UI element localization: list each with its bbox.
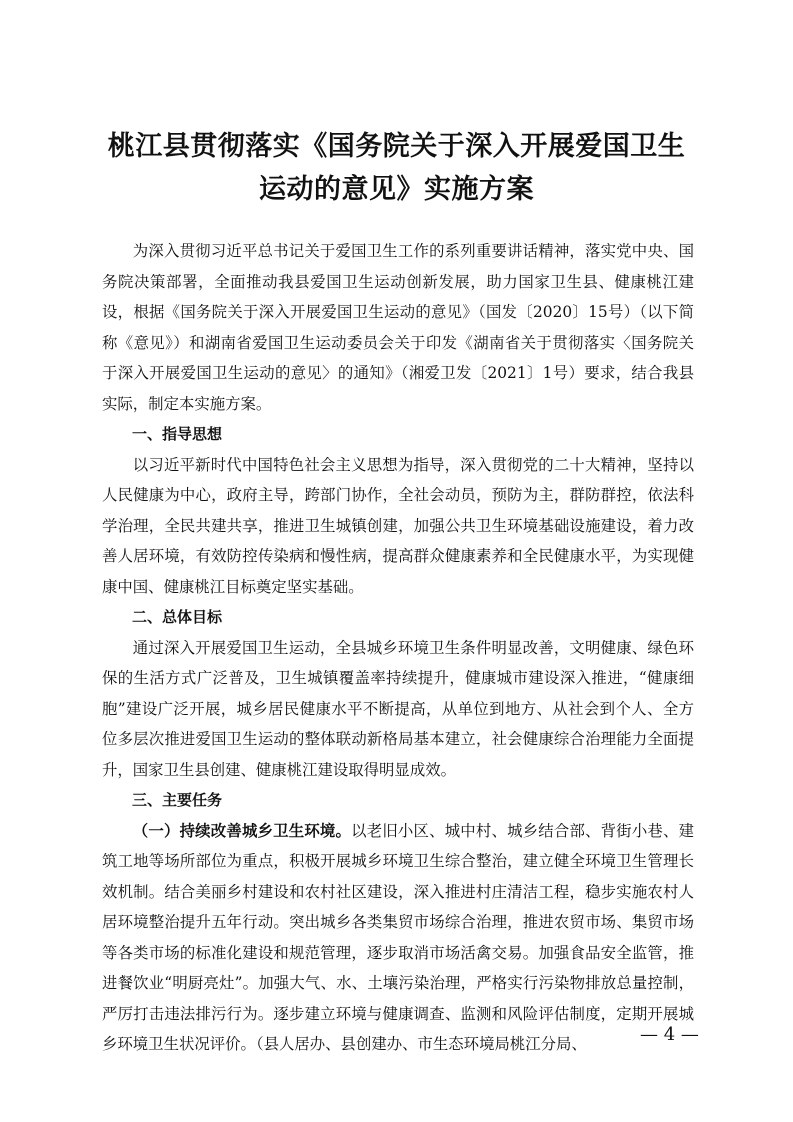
- document-title-line-1: 桃江县贯彻落实《国务院关于深入开展爱国卫生: [107, 131, 686, 162]
- section-1-paragraph: 以习近平新时代中国特色社会主义思想为指导，深入贯彻党的二十大精神，坚持以人民健康为中心，政府主导，跨部门协作，全社会动员，预防为主，群防群控，依法科学治理，全民共建共享，推进卫生城镇创建，加强公共卫生环境基础设施建设，着力改善人居环境，有效防控传染病和慢性病，提高群众健康素养和全民健康水平，为实现健康中国、健康桃江目标奠定坚实基础。: [102, 455, 694, 596]
- intro-paragraph: 为深入贯彻习近平总书记关于爱国卫生工作的系列重要讲话精神，落实党中央、国务院决策部署，全面推动我县爱国卫生运动创新发展，助力国家卫生县、健康桃江建设，根据《国务院关于深入开展爱国卫生运动的意见》（国发〔2020〕15号）（以下简称《意见》）和湖南省爱国卫生运动委员会关于印发《湖南省关于贯彻落实〈国务院关于深入开展爱国卫生运动的意见〉的通知》（湘爱卫发〔2021〕1号）要求，结合我县实际，制定本实施方案。: [102, 242, 694, 413]
- task-1-text: 以老旧小区、城中村、城乡结合部、背街小巷、建筑工地等场所部位为重点，积极开展城乡环境卫生综合整治，建立健全环境卫生管理长效机制。结合美丽乡村建设和农村社区建设，深入推进村庄清洁工程，稳步实施农村人居环境整治提升五年行动。突出城乡各类集贸市场综合治理，推进农贸市场、集贸市场等各类市场的标准化建设和规范管理，逐步取消市场活禽交易。加强食品安全监管，推进餐饮业“明厨亮灶”。加强大气、水、土壤污染治理，严格实行污染物排放总量控制，严厉打击违法排污行为。逐步建立环境与健康调查、监测和风险评估制度，定期开展城乡环境卫生状况评价。（县人居办、县创建办、市生态环境局桃江分局、: [102, 821, 694, 1053]
- section-2-paragraph: 通过深入开展爱国卫生运动，全县城乡环境卫生条件明显改善，文明健康、绿色环保的生活方式广泛普及，卫生城镇覆盖率持续提升，健康城市建设深入推进，“健康细胞”建设广泛开展，城乡居民健康水平不断提高，从单位到地方、从社会到个人、全方位多层次推进爱国卫生运动的整体联动新格局基本建立，社会健康综合治理能力全面提升，国家卫生县创建、健康桃江建设取得明显成效。: [102, 638, 694, 779]
- page-number: — 4 —: [640, 1024, 699, 1045]
- section-1-heading: 一、指导思想: [132, 425, 223, 443]
- document-body: [102, 236, 694, 1060]
- document-title-line-2: 运动的意见》实施方案: [259, 174, 534, 205]
- section-2-heading: 二、总体目标: [132, 608, 223, 626]
- section-3-heading: 三、主要任务: [132, 791, 223, 809]
- task-1-paragraph: [102, 816, 694, 1060]
- task-1-heading: （一）持续改善城乡卫生环境。: [132, 821, 352, 840]
